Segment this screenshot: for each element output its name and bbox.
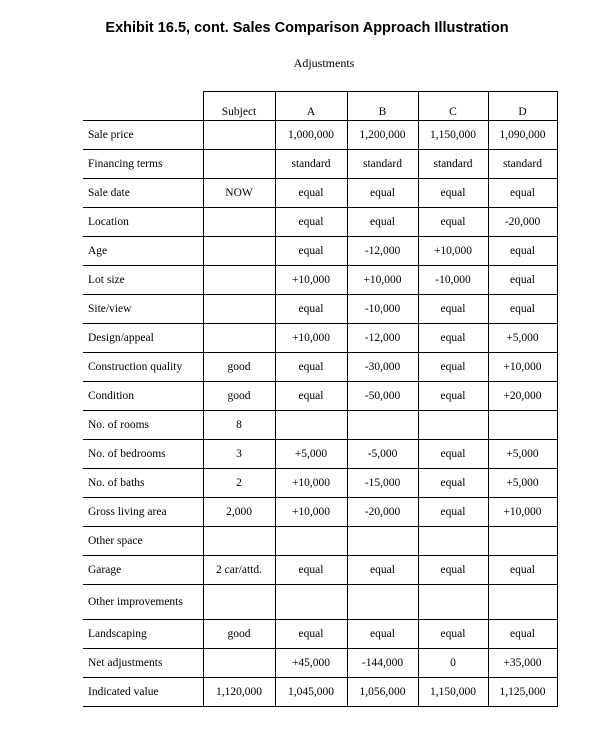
comparable-d-value: +5,000 [488,324,557,353]
comparable-d-value: equal [488,295,557,324]
table-row [83,678,557,707]
row-label: Lot size [83,266,203,295]
table-row [83,266,557,295]
comparable-d-value: equal [488,266,557,295]
comparable-c-value: equal [418,620,488,649]
subject-value [203,527,275,556]
header-comparable-c: C [418,92,488,121]
comparable-c-value: equal [418,208,488,237]
comparable-b-value: -30,000 [347,353,418,382]
comparable-c-value: +10,000 [418,237,488,266]
table-row [83,295,557,324]
comparable-a-value: +10,000 [275,469,347,498]
comparable-b-value: -10,000 [347,295,418,324]
subject-value: 8 [203,411,275,440]
header-subject: Subject [203,92,275,121]
subject-value: 3 [203,440,275,469]
comparable-b-value: -144,000 [347,649,418,678]
row-label: Site/view [83,295,203,324]
comparable-b-value: -5,000 [347,440,418,469]
comparable-a-value: equal [275,382,347,411]
subject-value: NOW [203,179,275,208]
header-comparable-d: D [488,92,557,121]
table-row [83,411,557,440]
comparable-b-value: equal [347,179,418,208]
table-row [83,649,557,678]
row-label: Gross living area [83,498,203,527]
comparable-b-value: equal [347,620,418,649]
subject-value [203,150,275,179]
row-label: No. of rooms [83,411,203,440]
comparable-c-value: 1,150,000 [418,121,488,150]
comparable-a-value [275,411,347,440]
comparable-a-value: equal [275,620,347,649]
row-label: Indicated value [83,678,203,707]
comparable-b-value [347,585,418,620]
comparable-c-value: equal [418,556,488,585]
comparable-a-value: equal [275,179,347,208]
comparable-c-value: equal [418,440,488,469]
comparable-d-value: equal [488,237,557,266]
subject-value: good [203,382,275,411]
comparable-c-value [418,585,488,620]
row-label: No. of bedrooms [83,440,203,469]
comparable-c-value: standard [418,150,488,179]
subject-value: good [203,353,275,382]
comparable-c-value: equal [418,179,488,208]
comparable-a-value: 1,000,000 [275,121,347,150]
row-label: Location [83,208,203,237]
comparable-c-value [418,527,488,556]
table-row [83,585,557,620]
adjustments-heading: Adjustments [293,56,355,70]
comparable-c-value: 0 [418,649,488,678]
row-label: Other improvements [83,585,203,620]
comparable-b-value: -50,000 [347,382,418,411]
comparable-b-value: 1,200,000 [347,121,418,150]
comparable-b-value [347,527,418,556]
exhibit-title: Exhibit 16.5, cont. Sales Comparison Approach Illustration [105,20,509,36]
subject-value [203,295,275,324]
comparable-b-value: +10,000 [347,266,418,295]
row-label: Construction quality [83,353,203,382]
subject-value [203,121,275,150]
table-row [83,620,557,649]
table-row [83,440,557,469]
comparable-c-value: -10,000 [418,266,488,295]
comparable-b-value: equal [347,208,418,237]
comparable-a-value: +10,000 [275,266,347,295]
header-comparable-a: A [275,92,347,121]
row-label: Financing terms [83,150,203,179]
table-row [83,237,557,266]
comparable-b-value: 1,056,000 [347,678,418,707]
subject-value [203,208,275,237]
subject-value: good [203,620,275,649]
comparable-d-value: +5,000 [488,440,557,469]
comparable-d-value: +10,000 [488,498,557,527]
comparable-c-value: equal [418,498,488,527]
comparable-b-value: -12,000 [347,237,418,266]
subject-value: 2 [203,469,275,498]
comparable-d-value [488,411,557,440]
comparable-a-value: +10,000 [275,324,347,353]
comparable-a-value: equal [275,353,347,382]
comparable-b-value: standard [347,150,418,179]
comparable-a-value: equal [275,208,347,237]
comparable-a-value: equal [275,295,347,324]
comparable-a-value: equal [275,237,347,266]
comparable-c-value: equal [418,469,488,498]
table-row [83,469,557,498]
comparable-d-value: equal [488,620,557,649]
row-label: Design/appeal [83,324,203,353]
subject-value: 1,120,000 [203,678,275,707]
comparable-d-value: equal [488,179,557,208]
row-label: Net adjustments [83,649,203,678]
row-label: Landscaping [83,620,203,649]
comparable-d-value: 1,125,000 [488,678,557,707]
row-label: Sale date [83,179,203,208]
row-label: Condition [83,382,203,411]
comparable-c-value: equal [418,353,488,382]
comparable-d-value: +5,000 [488,469,557,498]
comparable-c-value: 1,150,000 [418,678,488,707]
comparable-d-value: 1,090,000 [488,121,557,150]
comparable-d-value: standard [488,150,557,179]
row-label: Garage [83,556,203,585]
comparable-d-value [488,585,557,620]
comparable-d-value: -20,000 [488,208,557,237]
comparable-b-value [347,411,418,440]
comparable-a-value: +10,000 [275,498,347,527]
comparable-c-value: equal [418,295,488,324]
header-label-cell [83,92,203,121]
comparable-b-value: -12,000 [347,324,418,353]
table-row [83,498,557,527]
comparable-a-value: 1,045,000 [275,678,347,707]
comparable-b-value: -20,000 [347,498,418,527]
row-label: Age [83,237,203,266]
row-label: No. of baths [83,469,203,498]
subject-value: 2,000 [203,498,275,527]
subject-value [203,266,275,295]
table-row [83,208,557,237]
adjustments-table [83,91,558,707]
comparable-a-value: standard [275,150,347,179]
comparable-b-value: -15,000 [347,469,418,498]
table-header-row [83,92,557,121]
table-row [83,121,557,150]
subject-value [203,649,275,678]
header-comparable-b: B [347,92,418,121]
table-row [83,353,557,382]
comparable-a-value: equal [275,556,347,585]
comparable-a-value [275,527,347,556]
subject-value: 2 car/attd. [203,556,275,585]
comparable-d-value [488,527,557,556]
comparable-a-value: +45,000 [275,649,347,678]
table-row [83,179,557,208]
row-label: Sale price [83,121,203,150]
table-row [83,324,557,353]
table-row [83,556,557,585]
comparable-a-value: +5,000 [275,440,347,469]
comparable-a-value [275,585,347,620]
row-label: Other space [83,527,203,556]
comparable-d-value: equal [488,556,557,585]
comparable-d-value: +35,000 [488,649,557,678]
comparable-d-value: +10,000 [488,353,557,382]
subject-value [203,324,275,353]
comparable-d-value: +20,000 [488,382,557,411]
table-row [83,527,557,556]
comparable-c-value [418,411,488,440]
table-row [83,150,557,179]
table-row [83,382,557,411]
comparable-c-value: equal [418,382,488,411]
comparable-b-value: equal [347,556,418,585]
subject-value [203,237,275,266]
comparable-c-value: equal [418,324,488,353]
subject-value [203,585,275,620]
